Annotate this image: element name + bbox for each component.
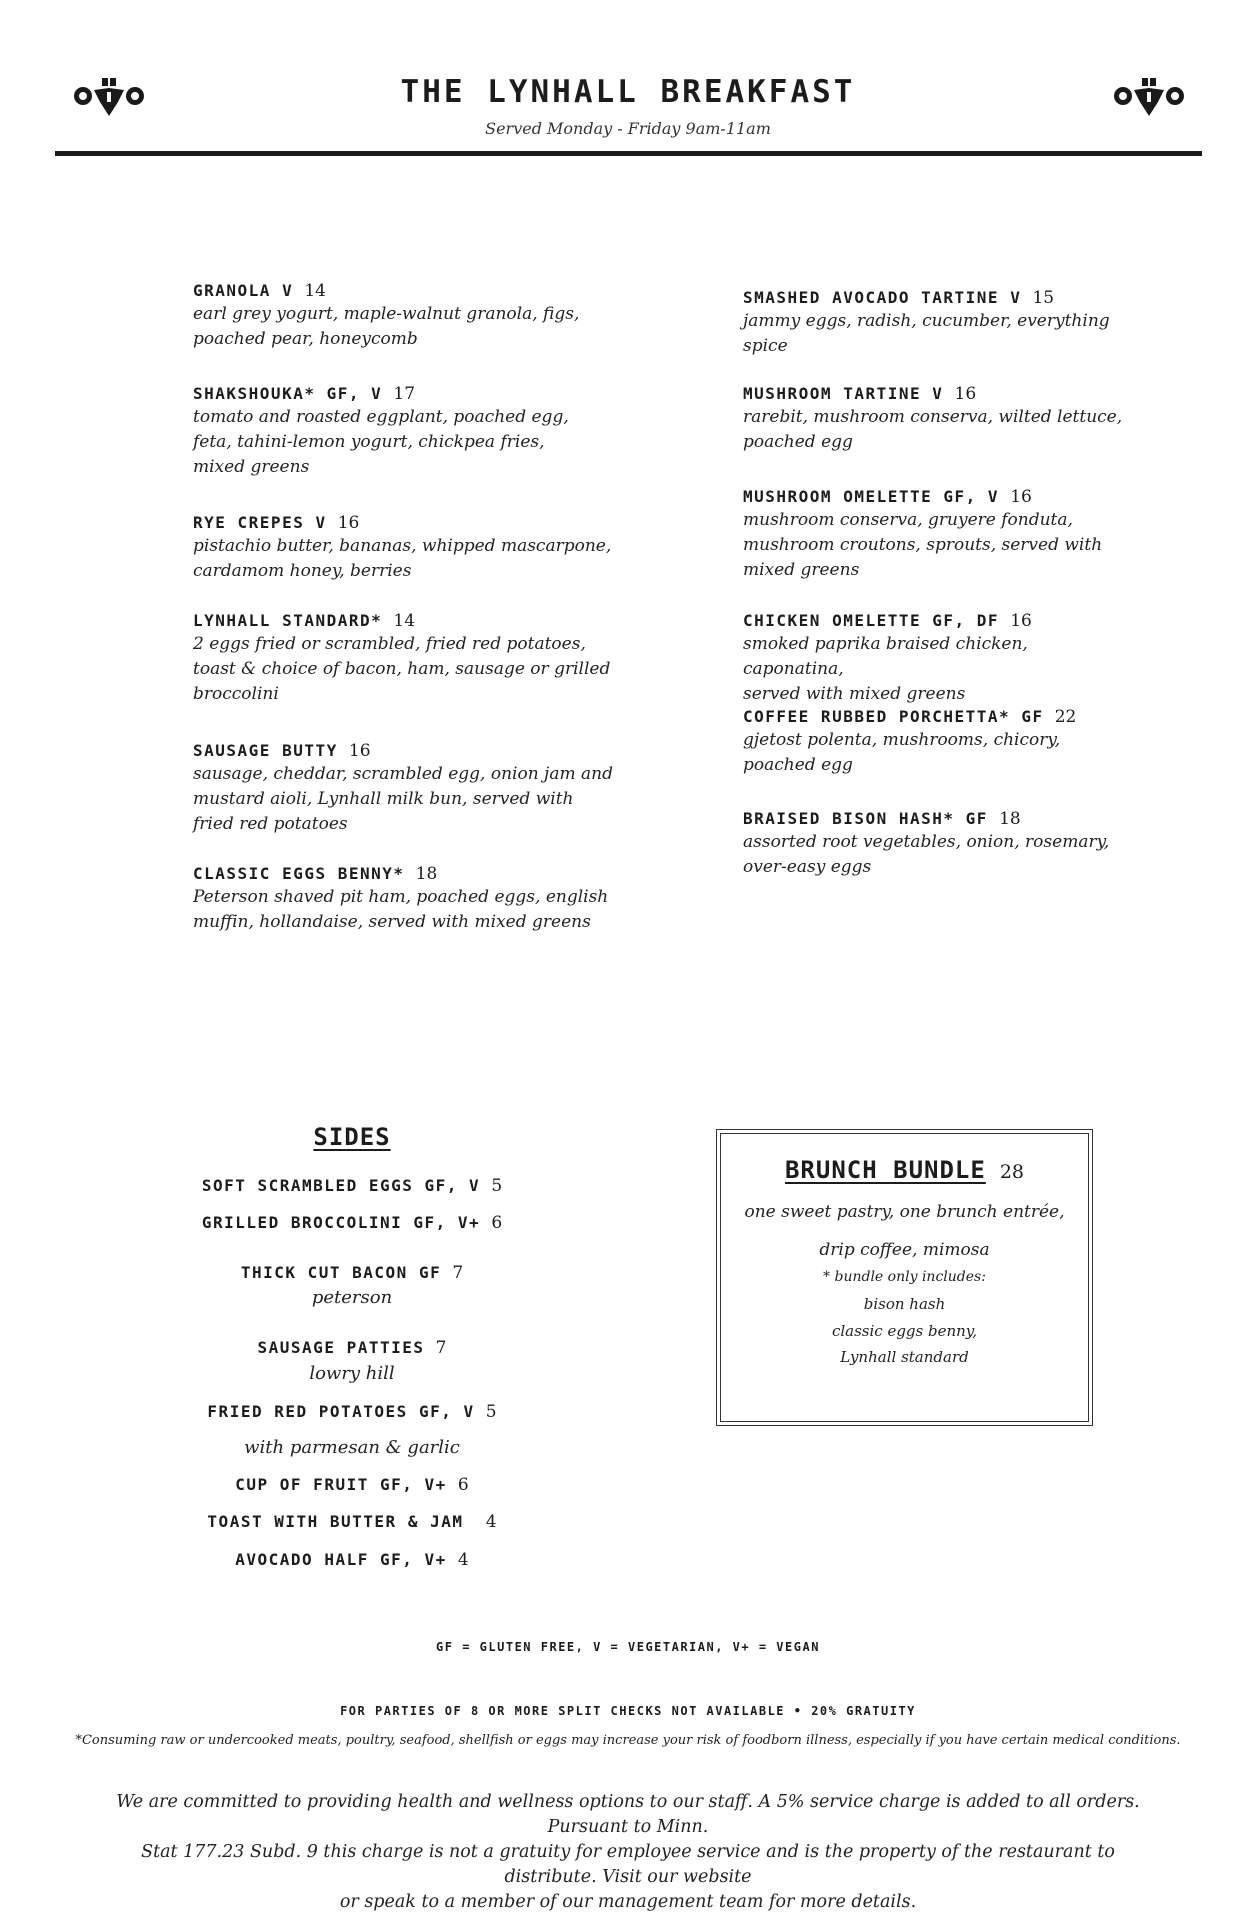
item-description: gjetost polenta, mushrooms, chicory, xyxy=(743,730,1061,750)
side-note: lowry hill xyxy=(309,1363,395,1384)
item-description: mixed greens xyxy=(743,560,860,580)
item-name: COFFEE RUBBED PORCHETTA* GF xyxy=(743,707,1044,726)
menu-item xyxy=(743,486,1133,583)
side-name: GRILLED BROCCOLINI GF, V+ xyxy=(201,1213,481,1232)
item-name: CLASSIC EGGS BENNY* xyxy=(193,864,405,883)
item-description: mushroom conserva, gruyere fonduta, xyxy=(743,510,1073,530)
item-name: GRANOLA V xyxy=(193,281,294,300)
menu-item xyxy=(743,287,1133,359)
item-description: mixed greens xyxy=(193,457,310,477)
item-description: muffin, hollandaise, served with mixed greens xyxy=(193,912,591,932)
item-description: mustard aioli, Lynhall milk bun, served with xyxy=(193,789,574,809)
item-description: poached egg xyxy=(743,432,853,452)
menu-item xyxy=(743,383,1133,455)
consumer-warning: *Consuming raw or undercooked meats, poultry, seafood, shellfish or eggs may increase your risk of foodborn illness, especially if you have certain medical conditions. xyxy=(75,1733,1181,1748)
menu-item xyxy=(193,740,613,837)
side-price: 6 xyxy=(491,1213,503,1233)
item-price: 18 xyxy=(999,809,1021,829)
item-price: 16 xyxy=(348,741,371,761)
item-description: cardamom honey, berries xyxy=(193,561,412,581)
item-price: 16 xyxy=(954,384,977,404)
item-price: 15 xyxy=(1032,288,1055,308)
item-description: assorted root vegetables, onion, rosemary, xyxy=(743,832,1110,852)
menu-header xyxy=(0,0,1256,160)
item-description: fried red potatoes xyxy=(193,814,348,834)
sides-title: SIDES xyxy=(313,1123,391,1151)
brunch-bundle-box xyxy=(716,1129,1093,1426)
menu-item xyxy=(193,280,613,352)
item-description: poached pear, honeycomb xyxy=(193,329,418,349)
side-name: FRIED RED POTATOES GF, V xyxy=(207,1402,475,1421)
item-description: toast & choice of bacon, ham, sausage or grilled xyxy=(193,659,611,679)
service-charge-footer xyxy=(100,1790,1156,1915)
side-note: peterson xyxy=(311,1287,393,1308)
item-name: BRAISED BISON HASH* GF xyxy=(743,809,988,828)
menu-item xyxy=(193,383,613,480)
bundle-price: 28 xyxy=(999,1161,1025,1183)
item-price: 17 xyxy=(393,384,416,404)
bundle-title: BRUNCH BUNDLE xyxy=(784,1156,986,1184)
item-description: pistachio butter, bananas, whipped mascarpone, xyxy=(193,536,612,556)
side-name: AVOCADO HALF GF, V+ xyxy=(235,1550,447,1569)
menu-item xyxy=(743,808,1133,880)
bundle-line: * bundle only includes: xyxy=(823,1269,986,1285)
item-name: SHAKSHOUKA* GF, V xyxy=(193,384,383,403)
item-description: rarebit, mushroom conserva, wilted lettuce, xyxy=(743,407,1123,427)
item-description: 2 eggs fried or scrambled, fried red potatoes, xyxy=(193,634,586,654)
item-price: 14 xyxy=(393,611,416,631)
bundle-line: bison hash xyxy=(863,1295,946,1313)
item-description: sausage, cheddar, scrambled egg, onion jam and xyxy=(193,764,613,784)
item-description: tomato and roasted eggplant, poached egg, xyxy=(193,407,569,427)
item-name: MUSHROOM OMELETTE GF, V xyxy=(743,487,1000,506)
side-price: 4 xyxy=(485,1512,497,1532)
item-description: broccolini xyxy=(193,684,279,704)
item-description: over-easy eggs xyxy=(743,857,872,877)
menu-item xyxy=(743,706,1133,778)
page-subtitle: Served Monday - Friday 9am-11am xyxy=(485,119,771,138)
bundle-line: Lynhall standard xyxy=(840,1348,969,1366)
item-description: smoked paprika braised chicken, caponatina, xyxy=(743,634,1028,679)
menu-item xyxy=(193,512,613,584)
menu-item xyxy=(193,863,613,935)
side-item xyxy=(172,1262,532,1284)
item-description: served with mixed greens xyxy=(743,684,966,704)
side-item xyxy=(172,1337,532,1359)
side-note: with parmesan & garlic xyxy=(244,1437,460,1458)
side-name: CUP OF FRUIT GF, V+ xyxy=(235,1475,447,1494)
item-name: CHICKEN OMELETTE GF, DF xyxy=(743,611,1000,630)
side-name: SAUSAGE PATTIES xyxy=(257,1338,425,1357)
side-price: 5 xyxy=(485,1402,497,1422)
item-price: 22 xyxy=(1054,707,1077,727)
footer-line: Stat 177.23 Subd. 9 this charge is not a gratuity for employee service and is the property of the restaurant to distribute. Visit our website xyxy=(141,1842,1115,1887)
side-price: 7 xyxy=(452,1263,464,1283)
item-description: Peterson shaved pit ham, poached eggs, english xyxy=(193,887,609,907)
item-name: RYE CREPES V xyxy=(193,513,327,532)
item-price: 14 xyxy=(304,281,326,301)
item-price: 18 xyxy=(415,864,438,884)
side-item xyxy=(172,1474,532,1496)
side-item xyxy=(172,1175,532,1197)
item-description: poached egg xyxy=(743,755,853,775)
side-price: 7 xyxy=(435,1338,447,1358)
footer-line: We are committed to providing health and wellness options to our staff. A 5% service charge is added to all orders. Pursuant to Minn. xyxy=(116,1792,1140,1837)
side-price: 5 xyxy=(491,1176,503,1196)
item-description: feta, tahini-lemon yogurt, chickpea fries, xyxy=(193,432,545,452)
party-policy-note: FOR PARTIES OF 8 OR MORE SPLIT CHECKS NOT AVAILABLE • 20% GRATUITY xyxy=(340,1704,916,1718)
item-description: earl grey yogurt, maple-walnut granola, figs, xyxy=(193,304,580,324)
side-item xyxy=(172,1401,532,1423)
side-name: TOAST WITH BUTTER & JAM xyxy=(207,1512,464,1531)
side-name: SOFT SCRAMBLED EGGS GF, V xyxy=(201,1176,481,1195)
item-name: SMASHED AVOCADO TARTINE V xyxy=(743,288,1022,307)
item-description: spice xyxy=(743,336,788,356)
item-name: SAUSAGE BUTTY xyxy=(193,741,338,760)
item-price: 16 xyxy=(1010,487,1032,507)
item-name: LYNHALL STANDARD* xyxy=(193,611,383,630)
item-description: mushroom croutons, sprouts, served with xyxy=(743,535,1103,555)
item-price: 16 xyxy=(1010,611,1032,631)
dietary-legend: GF = GLUTEN FREE, V = VEGETARIAN, V+ = VEGAN xyxy=(436,1640,820,1654)
side-item xyxy=(172,1511,532,1533)
menu-item xyxy=(743,610,1133,707)
item-description: jammy eggs, radish, cucumber, everything xyxy=(743,311,1110,331)
side-name: THICK CUT BACON GF xyxy=(240,1263,442,1282)
menu-item xyxy=(193,610,613,707)
bundle-line: one sweet pastry, one brunch entrée, xyxy=(744,1202,1065,1222)
page-title: THE LYNHALL BREAKFAST xyxy=(400,74,856,110)
floral-ornament-icon xyxy=(1112,76,1186,120)
header-divider xyxy=(55,151,1202,156)
item-price: 16 xyxy=(337,513,360,533)
side-item xyxy=(172,1549,532,1571)
bundle-line: classic eggs benny, xyxy=(831,1322,978,1340)
side-price: 6 xyxy=(457,1475,469,1495)
item-name: MUSHROOM TARTINE V xyxy=(743,384,944,403)
side-item xyxy=(172,1212,532,1234)
bundle-line: drip coffee, mimosa xyxy=(819,1240,990,1260)
side-price: 4 xyxy=(457,1550,469,1570)
footer-line: or speak to a member of our management team for more details. xyxy=(339,1892,917,1912)
